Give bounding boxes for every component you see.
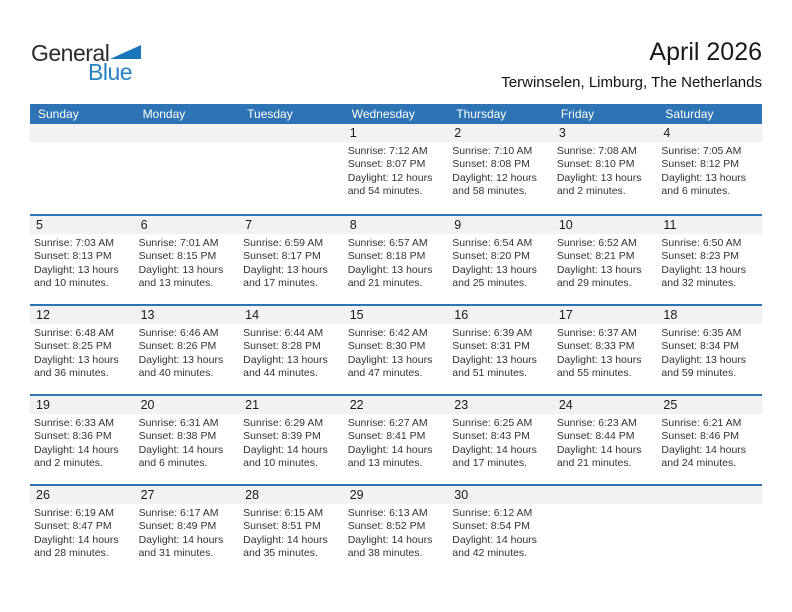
sunrise-text: Sunrise: 6:31 AM bbox=[138, 417, 219, 429]
day-details bbox=[135, 234, 240, 291]
sunrise-text: Sunrise: 7:01 AM bbox=[138, 237, 219, 249]
daylight-text: Daylight: 14 hours and 17 minutes. bbox=[452, 443, 537, 470]
sunrise-text: Sunrise: 7:10 AM bbox=[452, 145, 533, 157]
day-details bbox=[135, 324, 240, 381]
day-details bbox=[30, 414, 135, 471]
sunrise-text: Sunrise: 6:27 AM bbox=[347, 417, 428, 429]
day-details bbox=[657, 504, 762, 507]
sunrise-text: Sunrise: 7:08 AM bbox=[556, 145, 637, 157]
daylight-text: Daylight: 13 hours and 47 minutes. bbox=[347, 353, 433, 380]
sunrise-text: Sunrise: 6:33 AM bbox=[34, 417, 114, 429]
day-cell bbox=[239, 396, 344, 484]
daylight-text: Daylight: 14 hours and 13 minutes. bbox=[347, 443, 433, 470]
day-cell bbox=[30, 124, 135, 214]
day-cell bbox=[135, 486, 240, 574]
day-details bbox=[553, 504, 658, 507]
day-details bbox=[553, 234, 658, 291]
day-details bbox=[448, 324, 553, 381]
day-number bbox=[553, 486, 658, 504]
sunrise-text: Sunrise: 6:19 AM bbox=[34, 507, 114, 519]
weekday-header-monday: Monday bbox=[142, 107, 186, 121]
day-cell bbox=[30, 396, 135, 484]
sunrise-text: Sunrise: 6:35 AM bbox=[661, 327, 742, 339]
day-cell bbox=[344, 396, 449, 484]
day-cell bbox=[135, 216, 240, 304]
week-row bbox=[30, 394, 762, 484]
day-details bbox=[448, 504, 553, 561]
day-number: 1 bbox=[344, 124, 449, 142]
sunrise-text: Sunrise: 7:05 AM bbox=[661, 145, 742, 157]
week-row bbox=[30, 124, 762, 214]
sunset-text: Sunset: 8:25 PM bbox=[34, 340, 112, 353]
day-details bbox=[657, 324, 762, 381]
sunset-text: Sunset: 8:31 PM bbox=[452, 340, 530, 353]
day-number: 28 bbox=[239, 486, 344, 504]
daylight-text: Daylight: 14 hours and 28 minutes. bbox=[34, 533, 119, 560]
day-cell bbox=[448, 306, 553, 394]
sunrise-text: Sunrise: 6:50 AM bbox=[661, 237, 742, 249]
day-number: 13 bbox=[135, 306, 240, 324]
day-number: 9 bbox=[448, 216, 553, 234]
daylight-text: Daylight: 13 hours and 10 minutes. bbox=[34, 263, 119, 290]
day-number: 27 bbox=[135, 486, 240, 504]
sunrise-text: Sunrise: 6:13 AM bbox=[347, 507, 428, 519]
day-details bbox=[30, 324, 135, 381]
sunset-text: Sunset: 8:38 PM bbox=[138, 430, 217, 443]
day-number: 25 bbox=[657, 396, 762, 414]
sunrise-text: Sunrise: 6:52 AM bbox=[556, 237, 637, 249]
daylight-text: Daylight: 14 hours and 42 minutes. bbox=[452, 533, 537, 560]
daylight-text: Daylight: 12 hours and 54 minutes. bbox=[347, 171, 433, 198]
location-subtitle: Terwinselen, Limburg, The Netherlands bbox=[501, 74, 762, 91]
day-cell bbox=[344, 216, 449, 304]
day-cell bbox=[344, 306, 449, 394]
sunset-text: Sunset: 8:51 PM bbox=[243, 520, 321, 533]
day-number: 7 bbox=[239, 216, 344, 234]
day-details bbox=[448, 234, 553, 291]
sunrise-text: Sunrise: 6:39 AM bbox=[452, 327, 533, 339]
sunset-text: Sunset: 8:36 PM bbox=[34, 430, 112, 443]
day-details bbox=[553, 324, 658, 381]
day-cell bbox=[239, 486, 344, 574]
day-cell bbox=[553, 216, 658, 304]
day-cell bbox=[448, 124, 553, 214]
calendar-table bbox=[30, 104, 762, 574]
day-details bbox=[344, 324, 449, 381]
daylight-text: Daylight: 13 hours and 51 minutes. bbox=[452, 353, 537, 380]
week-row bbox=[30, 484, 762, 574]
day-cell bbox=[657, 396, 762, 484]
day-number: 22 bbox=[344, 396, 449, 414]
day-cell bbox=[344, 124, 449, 214]
weekday-header-wednesday: Wednesday bbox=[351, 107, 415, 121]
sunrise-text: Sunrise: 7:03 AM bbox=[34, 237, 114, 249]
day-cell bbox=[239, 124, 344, 214]
daylight-text: Daylight: 14 hours and 38 minutes. bbox=[347, 533, 433, 560]
sunset-text: Sunset: 8:17 PM bbox=[243, 250, 321, 263]
day-details bbox=[135, 414, 240, 471]
daylight-text: Daylight: 13 hours and 59 minutes. bbox=[661, 353, 747, 380]
logo-text-blue: Blue bbox=[88, 59, 133, 85]
day-number: 14 bbox=[239, 306, 344, 324]
day-details bbox=[239, 142, 344, 145]
daylight-text: Daylight: 14 hours and 35 minutes. bbox=[243, 533, 328, 560]
sunrise-text: Sunrise: 6:25 AM bbox=[452, 417, 533, 429]
daylight-text: Daylight: 13 hours and 44 minutes. bbox=[243, 353, 328, 380]
day-number: 18 bbox=[657, 306, 762, 324]
day-cell bbox=[135, 124, 240, 214]
sunset-text: Sunset: 8:12 PM bbox=[661, 158, 740, 171]
sunrise-text: Sunrise: 6:44 AM bbox=[243, 327, 324, 339]
day-number: 16 bbox=[448, 306, 553, 324]
sunrise-text: Sunrise: 6:54 AM bbox=[452, 237, 533, 249]
daylight-text: Daylight: 12 hours and 58 minutes. bbox=[452, 171, 537, 198]
day-number: 8 bbox=[344, 216, 449, 234]
day-details bbox=[30, 142, 135, 145]
sunrise-text: Sunrise: 6:15 AM bbox=[243, 507, 324, 519]
day-details bbox=[135, 142, 240, 145]
sunrise-text: Sunrise: 7:12 AM bbox=[347, 145, 428, 157]
day-number: 2 bbox=[448, 124, 553, 142]
weekday-header-friday: Friday bbox=[560, 107, 595, 121]
sunset-text: Sunset: 8:10 PM bbox=[556, 158, 635, 171]
sunrise-text: Sunrise: 6:57 AM bbox=[347, 237, 428, 249]
day-number: 11 bbox=[657, 216, 762, 234]
daylight-text: Daylight: 14 hours and 10 minutes. bbox=[243, 443, 328, 470]
sunset-text: Sunset: 8:08 PM bbox=[452, 158, 530, 171]
weekday-header-tuesday: Tuesday bbox=[247, 107, 293, 121]
sunset-text: Sunset: 8:21 PM bbox=[556, 250, 635, 263]
day-number: 17 bbox=[553, 306, 658, 324]
day-number: 26 bbox=[30, 486, 135, 504]
weekday-header-row bbox=[30, 104, 762, 124]
sunrise-text: Sunrise: 6:12 AM bbox=[452, 507, 533, 519]
sunrise-text: Sunrise: 6:21 AM bbox=[661, 417, 742, 429]
day-cell bbox=[30, 216, 135, 304]
day-cell bbox=[448, 486, 553, 574]
day-details bbox=[239, 504, 344, 561]
day-number bbox=[239, 124, 344, 142]
sunset-text: Sunset: 8:26 PM bbox=[138, 340, 217, 353]
sunset-text: Sunset: 8:47 PM bbox=[34, 520, 112, 533]
daylight-text: Daylight: 13 hours and 2 minutes. bbox=[556, 171, 642, 198]
day-cell bbox=[553, 306, 658, 394]
daylight-text: Daylight: 13 hours and 6 minutes. bbox=[661, 171, 747, 198]
sunset-text: Sunset: 8:23 PM bbox=[661, 250, 740, 263]
day-number: 6 bbox=[135, 216, 240, 234]
weekday-header-sunday: Sunday bbox=[38, 107, 79, 121]
day-details bbox=[448, 414, 553, 471]
day-details bbox=[239, 414, 344, 471]
sunrise-text: Sunrise: 6:29 AM bbox=[243, 417, 324, 429]
day-cell bbox=[657, 124, 762, 214]
daylight-text: Daylight: 13 hours and 21 minutes. bbox=[347, 263, 433, 290]
day-cell bbox=[657, 306, 762, 394]
sunrise-text: Sunrise: 6:48 AM bbox=[34, 327, 114, 339]
day-cell bbox=[30, 486, 135, 574]
week-row bbox=[30, 304, 762, 394]
sunset-text: Sunset: 8:49 PM bbox=[138, 520, 217, 533]
day-number: 29 bbox=[344, 486, 449, 504]
daylight-text: Daylight: 13 hours and 36 minutes. bbox=[34, 353, 119, 380]
sunrise-text: Sunrise: 6:59 AM bbox=[243, 237, 324, 249]
day-details bbox=[553, 414, 658, 471]
day-number: 5 bbox=[30, 216, 135, 234]
weekday-header-thursday: Thursday bbox=[456, 107, 507, 121]
month-title: April 2026 bbox=[649, 38, 762, 66]
sunset-text: Sunset: 8:20 PM bbox=[452, 250, 530, 263]
day-number: 30 bbox=[448, 486, 553, 504]
general-blue-logo[interactable] bbox=[31, 40, 141, 85]
day-cell bbox=[448, 216, 553, 304]
day-cell bbox=[553, 124, 658, 214]
daylight-text: Daylight: 14 hours and 2 minutes. bbox=[34, 443, 119, 470]
sunrise-text: Sunrise: 6:23 AM bbox=[556, 417, 637, 429]
sunset-text: Sunset: 8:13 PM bbox=[34, 250, 112, 263]
day-details bbox=[239, 324, 344, 381]
day-cell bbox=[553, 396, 658, 484]
day-details bbox=[553, 142, 658, 199]
day-number: 23 bbox=[448, 396, 553, 414]
sunset-text: Sunset: 8:41 PM bbox=[347, 430, 426, 443]
sunset-text: Sunset: 8:54 PM bbox=[452, 520, 530, 533]
day-cell bbox=[135, 306, 240, 394]
day-number: 10 bbox=[553, 216, 658, 234]
day-number: 15 bbox=[344, 306, 449, 324]
sunset-text: Sunset: 8:33 PM bbox=[556, 340, 635, 353]
sunset-text: Sunset: 8:34 PM bbox=[661, 340, 740, 353]
day-cell bbox=[344, 486, 449, 574]
day-number: 21 bbox=[239, 396, 344, 414]
day-cell bbox=[30, 306, 135, 394]
day-details bbox=[30, 234, 135, 291]
daylight-text: Daylight: 14 hours and 6 minutes. bbox=[138, 443, 224, 470]
day-cell bbox=[135, 396, 240, 484]
day-number bbox=[657, 486, 762, 504]
day-details bbox=[657, 414, 762, 471]
day-details bbox=[344, 142, 449, 199]
day-cell bbox=[657, 216, 762, 304]
sunset-text: Sunset: 8:15 PM bbox=[138, 250, 217, 263]
day-details bbox=[239, 234, 344, 291]
sunrise-text: Sunrise: 6:46 AM bbox=[138, 327, 219, 339]
day-details bbox=[135, 504, 240, 561]
day-cell bbox=[553, 486, 658, 574]
weekday-header-saturday: Saturday bbox=[665, 107, 714, 121]
day-details bbox=[344, 504, 449, 561]
sunset-text: Sunset: 8:30 PM bbox=[347, 340, 426, 353]
day-details bbox=[448, 142, 553, 199]
sunset-text: Sunset: 8:44 PM bbox=[556, 430, 635, 443]
daylight-text: Daylight: 13 hours and 32 minutes. bbox=[661, 263, 747, 290]
sunset-text: Sunset: 8:39 PM bbox=[243, 430, 321, 443]
day-details bbox=[30, 504, 135, 561]
daylight-text: Daylight: 13 hours and 55 minutes. bbox=[556, 353, 642, 380]
day-cell bbox=[448, 396, 553, 484]
day-number: 24 bbox=[553, 396, 658, 414]
day-number bbox=[135, 124, 240, 142]
sunset-text: Sunset: 8:52 PM bbox=[347, 520, 426, 533]
sunset-text: Sunset: 8:18 PM bbox=[347, 250, 426, 263]
day-cell bbox=[239, 216, 344, 304]
sunrise-text: Sunrise: 6:17 AM bbox=[138, 507, 219, 519]
day-number: 3 bbox=[553, 124, 658, 142]
daylight-text: Daylight: 14 hours and 31 minutes. bbox=[138, 533, 224, 560]
day-number bbox=[30, 124, 135, 142]
sunrise-text: Sunrise: 6:42 AM bbox=[347, 327, 428, 339]
day-details bbox=[657, 234, 762, 291]
sunrise-text: Sunrise: 6:37 AM bbox=[556, 327, 637, 339]
daylight-text: Daylight: 14 hours and 24 minutes. bbox=[661, 443, 747, 470]
daylight-text: Daylight: 14 hours and 21 minutes. bbox=[556, 443, 642, 470]
day-details bbox=[344, 234, 449, 291]
day-cell bbox=[657, 486, 762, 574]
daylight-text: Daylight: 13 hours and 13 minutes. bbox=[138, 263, 224, 290]
sunset-text: Sunset: 8:43 PM bbox=[452, 430, 530, 443]
week-row bbox=[30, 214, 762, 304]
day-number: 19 bbox=[30, 396, 135, 414]
day-details bbox=[344, 414, 449, 471]
day-details bbox=[657, 142, 762, 199]
day-number: 12 bbox=[30, 306, 135, 324]
daylight-text: Daylight: 13 hours and 40 minutes. bbox=[138, 353, 224, 380]
daylight-text: Daylight: 13 hours and 17 minutes. bbox=[243, 263, 328, 290]
sunset-text: Sunset: 8:07 PM bbox=[347, 158, 426, 171]
sunset-text: Sunset: 8:46 PM bbox=[661, 430, 740, 443]
daylight-text: Daylight: 13 hours and 29 minutes. bbox=[556, 263, 642, 290]
day-cell bbox=[239, 306, 344, 394]
logo-text-general: General bbox=[31, 40, 110, 66]
weeks-container bbox=[30, 124, 762, 574]
sunset-text: Sunset: 8:28 PM bbox=[243, 340, 321, 353]
day-number: 20 bbox=[135, 396, 240, 414]
daylight-text: Daylight: 13 hours and 25 minutes. bbox=[452, 263, 537, 290]
day-number: 4 bbox=[657, 124, 762, 142]
